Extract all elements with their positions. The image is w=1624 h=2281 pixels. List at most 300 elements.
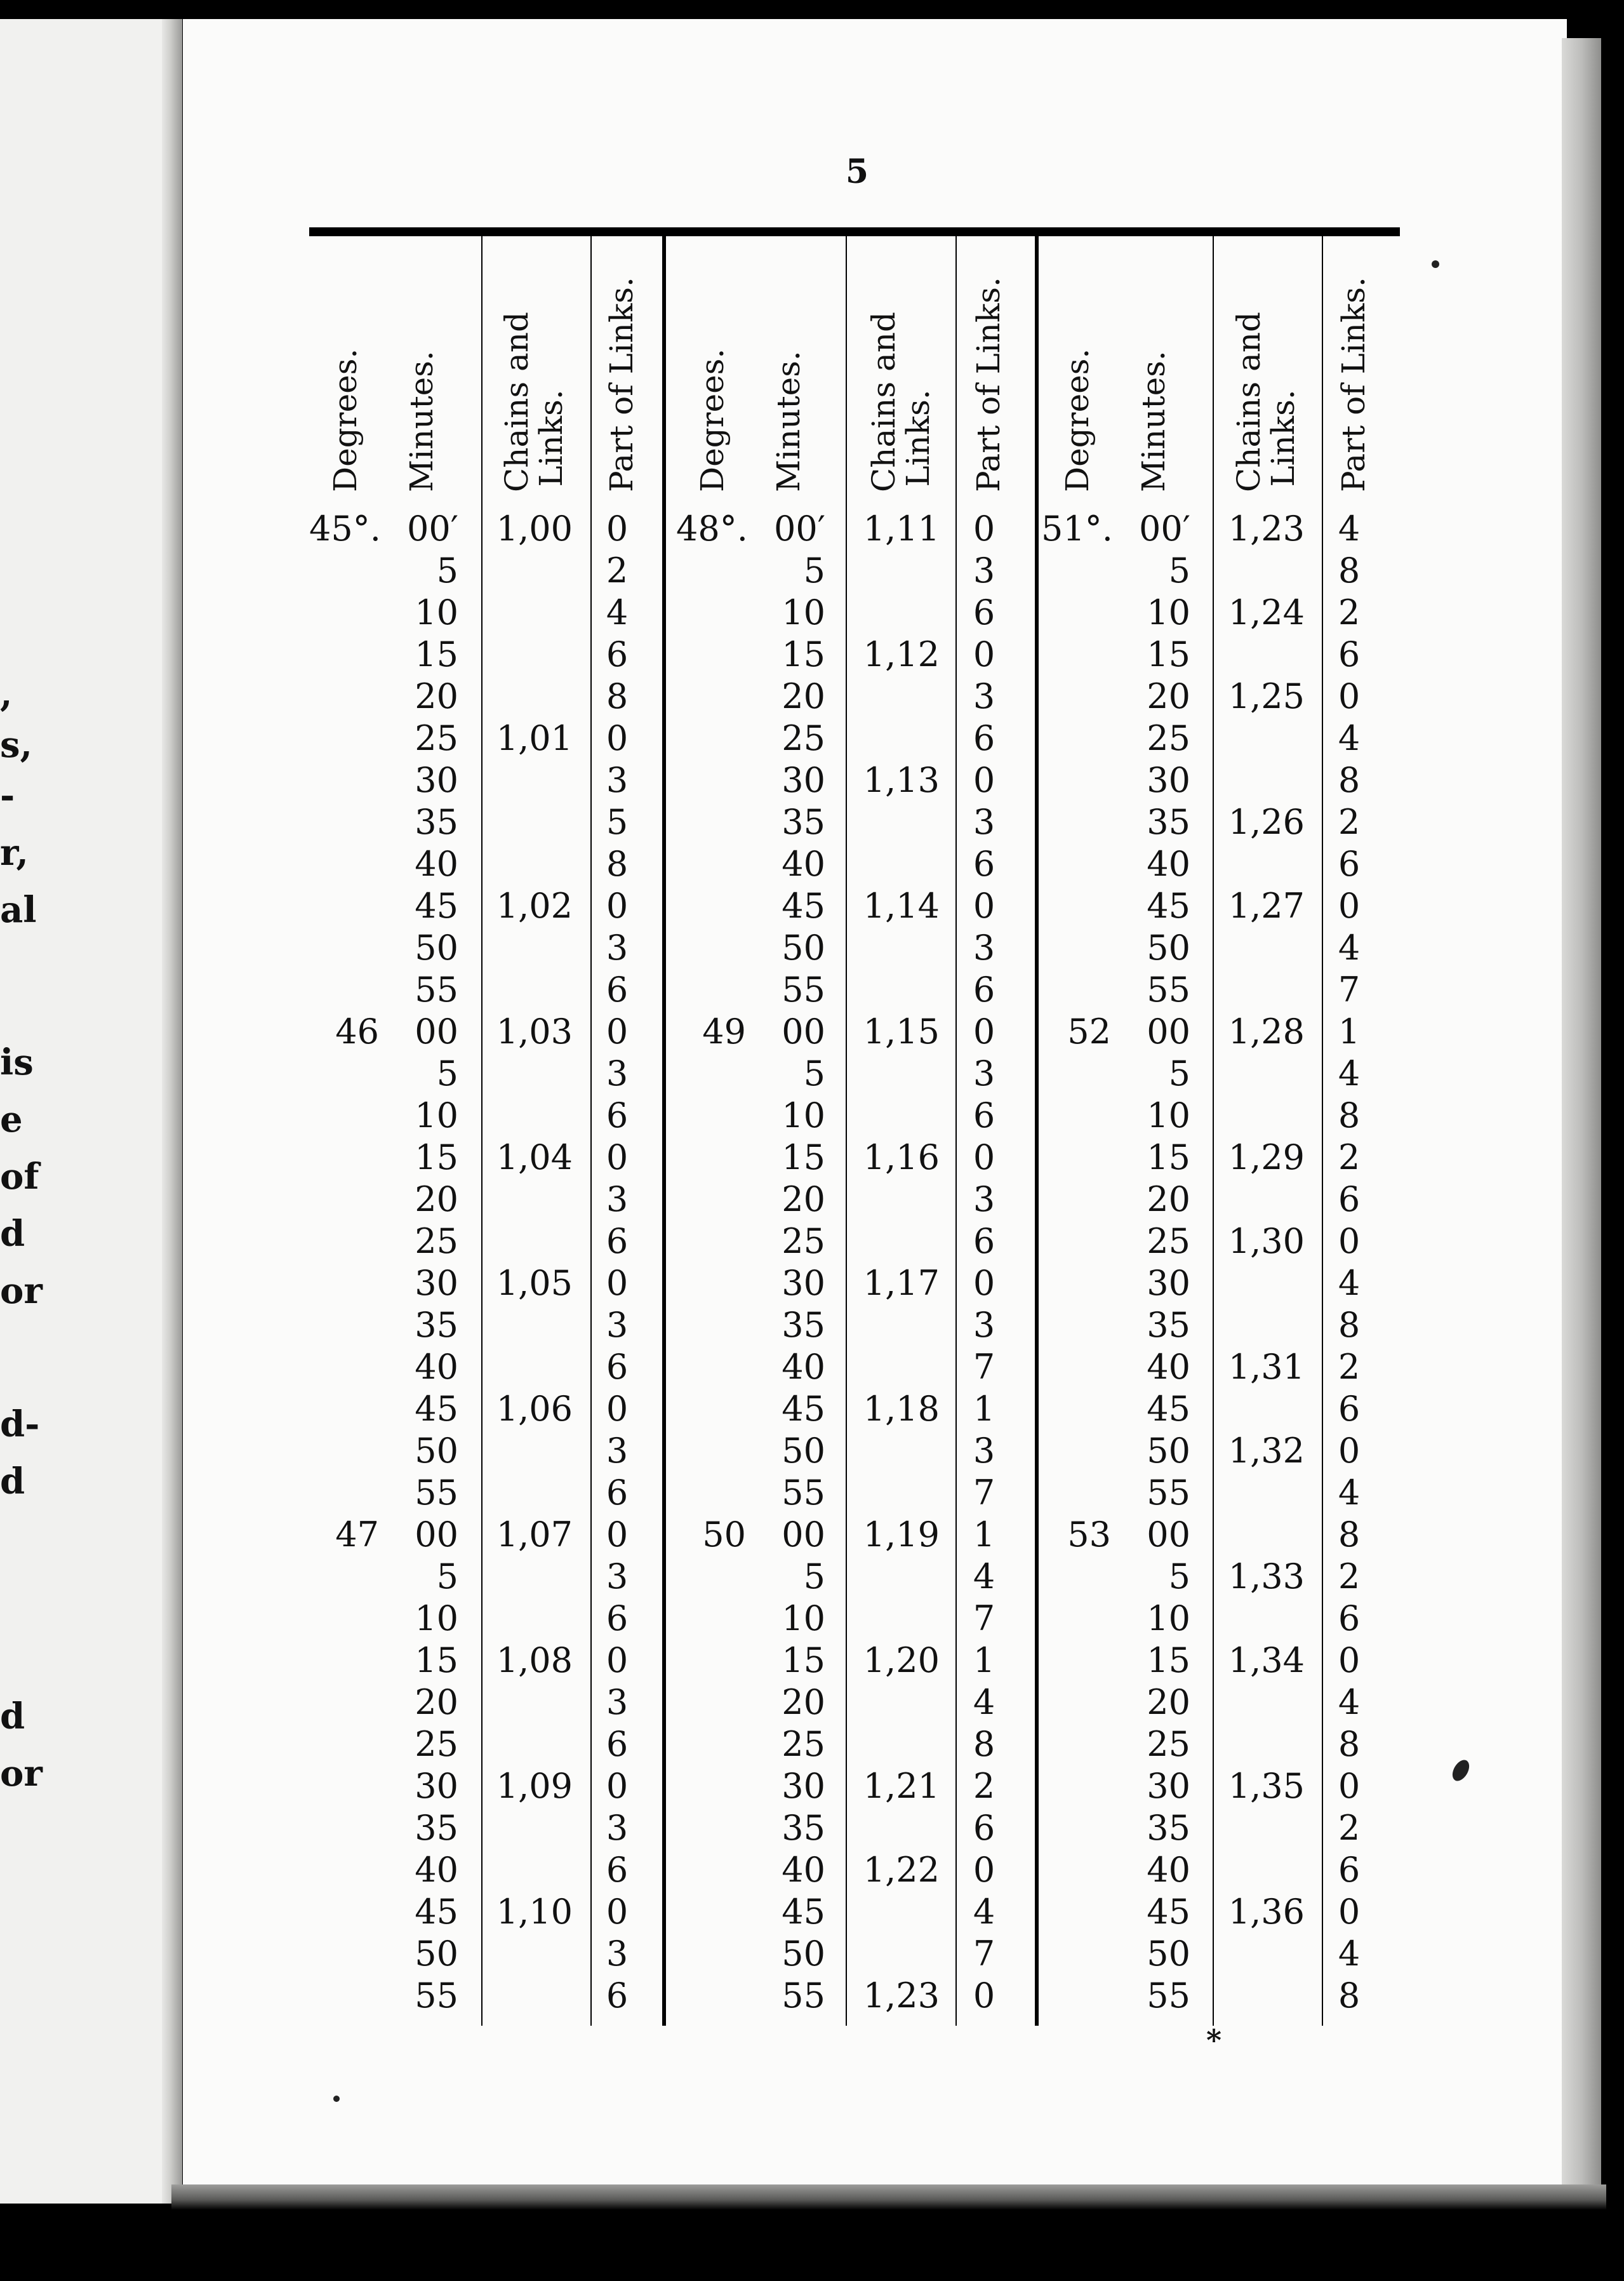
part-of-links-cell: 6 bbox=[1338, 844, 1361, 884]
minutes-cell: 25 bbox=[415, 718, 458, 758]
minutes-cell: 40 bbox=[415, 1347, 458, 1387]
chains-links-cell: 1,03 bbox=[496, 1012, 573, 1052]
facing-page-fragment: d- bbox=[0, 1403, 40, 1445]
part-of-links-cell: 2 bbox=[1338, 802, 1361, 842]
part-of-links-cell: 4 bbox=[973, 1682, 995, 1722]
minutes-cell: 25 bbox=[782, 1221, 825, 1261]
minutes-cell: 45 bbox=[1147, 1389, 1190, 1429]
part-of-links-cell: 0 bbox=[973, 760, 995, 800]
chains-header-line-1: Chains and bbox=[865, 311, 902, 492]
part-of-links-cell: 6 bbox=[973, 1808, 995, 1848]
minutes-cell: 30 bbox=[782, 1263, 825, 1303]
part-of-links-cell: 0 bbox=[1338, 886, 1361, 926]
part-of-links-cell: 6 bbox=[1338, 1389, 1361, 1429]
part-of-links-cell: 6 bbox=[606, 1221, 629, 1261]
part-of-links-cell: 3 bbox=[606, 760, 629, 800]
minutes-cell: 55 bbox=[782, 1976, 825, 2016]
degrees-header: Degrees. bbox=[327, 348, 364, 492]
chains-links-cell: 1,32 bbox=[1228, 1431, 1305, 1471]
minutes-cell: 10 bbox=[1147, 1095, 1190, 1135]
chains-links-cell: 1,14 bbox=[863, 886, 940, 926]
part-of-links-cell: 3 bbox=[973, 1054, 995, 1094]
minutes-cell: 00′ bbox=[774, 509, 825, 549]
minutes-cell: 5 bbox=[436, 1556, 458, 1596]
minutes-cell: 00′ bbox=[407, 509, 458, 549]
facing-page-fragment: al bbox=[0, 889, 37, 931]
chains-links-cell: 1,15 bbox=[863, 1012, 940, 1052]
minutes-header: Minutes. bbox=[770, 351, 807, 492]
chains-header-line-2: Links. bbox=[900, 389, 936, 487]
minutes-cell: 00 bbox=[1147, 1515, 1190, 1555]
minutes-cell: 10 bbox=[782, 1598, 825, 1638]
minutes-cell: 55 bbox=[782, 970, 825, 1010]
facing-page-fragment: r, bbox=[0, 832, 29, 874]
part-of-links-cell: 0 bbox=[973, 1137, 995, 1177]
minutes-cell: 5 bbox=[436, 551, 458, 591]
part-of-links-cell: 6 bbox=[606, 1976, 629, 2016]
part-of-links-cell: 2 bbox=[1338, 1137, 1361, 1177]
chains-links-cell: 1,19 bbox=[863, 1515, 940, 1555]
minutes-cell: 00 bbox=[415, 1515, 458, 1555]
facing-page-fragment: d bbox=[0, 1213, 25, 1255]
part-of-links-cell: 0 bbox=[606, 886, 629, 926]
footnote-mark: * bbox=[1206, 2023, 1222, 2057]
chains-links-cell: 1,35 bbox=[1228, 1766, 1305, 1806]
minutes-cell: 55 bbox=[1147, 970, 1190, 1010]
chains-header-line-1: Chains and bbox=[1230, 311, 1267, 492]
minutes-cell: 00 bbox=[782, 1012, 825, 1052]
minutes-cell: 25 bbox=[782, 718, 825, 758]
minutes-cell: 35 bbox=[782, 1305, 825, 1345]
part-of-links-cell: 6 bbox=[606, 634, 629, 674]
minutes-cell: 40 bbox=[1147, 1850, 1190, 1890]
minutes-cell: 20 bbox=[1147, 676, 1190, 716]
part-of-links-cell: 3 bbox=[606, 1934, 629, 1974]
facing-page-fragment: - bbox=[0, 775, 15, 817]
minutes-cell: 30 bbox=[415, 1263, 458, 1303]
minutes-cell: 40 bbox=[415, 1850, 458, 1890]
part-of-links-header: Part of Links. bbox=[970, 277, 1007, 492]
minutes-cell: 50 bbox=[1147, 1934, 1190, 1974]
minutes-cell: 40 bbox=[782, 844, 825, 884]
part-of-links-cell: 7 bbox=[1338, 970, 1361, 1010]
column-rule bbox=[662, 236, 666, 2026]
part-of-links-cell: 8 bbox=[606, 676, 629, 716]
degrees-cell: 49 bbox=[702, 1012, 746, 1052]
facing-page-fragment: d bbox=[0, 1696, 25, 1737]
part-of-links-cell: 0 bbox=[606, 509, 629, 549]
part-of-links-cell: 6 bbox=[606, 1473, 629, 1513]
part-of-links-cell: 0 bbox=[606, 1012, 629, 1052]
part-of-links-cell: 3 bbox=[973, 551, 995, 591]
table-top-rule bbox=[309, 227, 1400, 236]
chains-links-cell: 1,31 bbox=[1228, 1347, 1305, 1387]
part-of-links-cell: 8 bbox=[1338, 1724, 1361, 1764]
part-of-links-cell: 2 bbox=[606, 551, 629, 591]
minutes-cell: 50 bbox=[415, 1934, 458, 1974]
part-of-links-cell: 3 bbox=[606, 928, 629, 968]
minutes-cell: 10 bbox=[415, 592, 458, 632]
minutes-cell: 40 bbox=[1147, 844, 1190, 884]
minutes-cell: 40 bbox=[1147, 1347, 1190, 1387]
part-of-links-cell: 4 bbox=[973, 1556, 995, 1596]
part-of-links-cell: 3 bbox=[973, 928, 995, 968]
part-of-links-cell: 4 bbox=[1338, 1934, 1361, 1974]
part-of-links-cell: 0 bbox=[1338, 1640, 1361, 1680]
chains-links-cell: 1,29 bbox=[1228, 1137, 1305, 1177]
facing-page-fragment: is bbox=[0, 1041, 34, 1083]
part-of-links-cell: 6 bbox=[1338, 634, 1361, 674]
chains-links-cell: 1,02 bbox=[496, 886, 573, 926]
chains-header-line-2: Links. bbox=[1265, 389, 1301, 487]
part-of-links-cell: 6 bbox=[606, 1850, 629, 1890]
part-of-links-cell: 6 bbox=[606, 970, 629, 1010]
degrees-header: Degrees. bbox=[694, 348, 731, 492]
minutes-cell: 15 bbox=[415, 1640, 458, 1680]
scan-speck bbox=[1432, 260, 1439, 268]
part-of-links-cell: 4 bbox=[1338, 1263, 1361, 1303]
minutes-cell: 55 bbox=[782, 1473, 825, 1513]
minutes-cell: 20 bbox=[415, 1179, 458, 1219]
facing-page bbox=[0, 19, 181, 2204]
minutes-cell: 40 bbox=[782, 1347, 825, 1387]
minutes-cell: 15 bbox=[782, 634, 825, 674]
part-of-links-cell: 0 bbox=[606, 1389, 629, 1429]
minutes-cell: 25 bbox=[1147, 718, 1190, 758]
part-of-links-cell: 1 bbox=[1338, 1012, 1361, 1052]
scan-speck bbox=[333, 2096, 340, 2102]
part-of-links-cell: 3 bbox=[973, 676, 995, 716]
degrees-cell: 47 bbox=[335, 1515, 379, 1555]
minutes-cell: 55 bbox=[415, 1473, 458, 1513]
column-rule bbox=[481, 236, 483, 2026]
column-rule bbox=[590, 236, 592, 2026]
facing-page-fragment: e bbox=[0, 1099, 23, 1140]
facing-page-fragment: or bbox=[0, 1753, 43, 1795]
minutes-cell: 25 bbox=[782, 1724, 825, 1764]
minutes-cell: 35 bbox=[782, 802, 825, 842]
part-of-links-cell: 8 bbox=[1338, 1515, 1361, 1555]
part-of-links-cell: 0 bbox=[606, 1892, 629, 1932]
part-of-links-cell: 5 bbox=[606, 802, 629, 842]
facing-page-fragment: of bbox=[0, 1156, 39, 1198]
minutes-cell: 50 bbox=[782, 1934, 825, 1974]
degrees-cell: 53 bbox=[1067, 1515, 1111, 1555]
part-of-links-cell: 0 bbox=[1338, 1221, 1361, 1261]
minutes-cell: 45 bbox=[782, 1892, 825, 1932]
minutes-cell: 55 bbox=[1147, 1473, 1190, 1513]
part-of-links-cell: 2 bbox=[1338, 1556, 1361, 1596]
minutes-cell: 25 bbox=[1147, 1221, 1190, 1261]
part-of-links-cell: 4 bbox=[1338, 1054, 1361, 1094]
column-rule bbox=[846, 236, 847, 2026]
part-of-links-cell: 0 bbox=[1338, 676, 1361, 716]
minutes-cell: 10 bbox=[782, 1095, 825, 1135]
part-of-links-cell: 0 bbox=[606, 1263, 629, 1303]
minutes-cell: 25 bbox=[1147, 1724, 1190, 1764]
part-of-links-cell: 0 bbox=[973, 1263, 995, 1303]
part-of-links-cell: 2 bbox=[1338, 592, 1361, 632]
minutes-cell: 35 bbox=[1147, 1808, 1190, 1848]
part-of-links-cell: 0 bbox=[606, 718, 629, 758]
part-of-links-cell: 6 bbox=[606, 1724, 629, 1764]
part-of-links-cell: 3 bbox=[973, 802, 995, 842]
part-of-links-cell: 0 bbox=[973, 1976, 995, 2016]
chains-links-cell: 1,18 bbox=[863, 1389, 940, 1429]
minutes-cell: 45 bbox=[415, 886, 458, 926]
minutes-cell: 55 bbox=[415, 1976, 458, 2016]
facing-page-fragment: , bbox=[0, 673, 13, 715]
minutes-cell: 50 bbox=[415, 1431, 458, 1471]
minutes-cell: 15 bbox=[415, 634, 458, 674]
minutes-cell: 35 bbox=[782, 1808, 825, 1848]
part-of-links-cell: 6 bbox=[973, 592, 995, 632]
chains-links-cell: 1,06 bbox=[496, 1389, 573, 1429]
facing-page-fragment: s, bbox=[0, 724, 33, 766]
minutes-cell: 45 bbox=[1147, 886, 1190, 926]
minutes-cell: 25 bbox=[415, 1221, 458, 1261]
chains-links-cell: 1,21 bbox=[863, 1766, 940, 1806]
chains-links-cell: 1,12 bbox=[863, 634, 940, 674]
minutes-cell: 10 bbox=[415, 1095, 458, 1135]
minutes-cell: 50 bbox=[1147, 1431, 1190, 1471]
degrees-cell: 45°. bbox=[309, 509, 381, 549]
minutes-cell: 15 bbox=[1147, 1640, 1190, 1680]
part-of-links-cell: 7 bbox=[973, 1934, 995, 1974]
minutes-cell: 30 bbox=[782, 1766, 825, 1806]
minutes-cell: 55 bbox=[1147, 1976, 1190, 2016]
book-gutter bbox=[162, 19, 182, 2204]
minutes-cell: 30 bbox=[1147, 1766, 1190, 1806]
minutes-cell: 45 bbox=[415, 1892, 458, 1932]
part-of-links-cell: 8 bbox=[1338, 1976, 1361, 2016]
minutes-cell: 20 bbox=[782, 1682, 825, 1722]
page-bottom-edge bbox=[171, 2184, 1606, 2210]
part-of-links-cell: 3 bbox=[606, 1682, 629, 1722]
chains-links-cell: 1,24 bbox=[1228, 592, 1305, 632]
minutes-cell: 10 bbox=[1147, 592, 1190, 632]
part-of-links-cell: 6 bbox=[973, 718, 995, 758]
column-rule bbox=[955, 236, 957, 2026]
minutes-header: Minutes. bbox=[403, 351, 440, 492]
minutes-cell: 30 bbox=[782, 760, 825, 800]
chains-links-cell: 1,09 bbox=[496, 1766, 573, 1806]
chains-links-cell: 1,30 bbox=[1228, 1221, 1305, 1261]
minutes-cell: 15 bbox=[415, 1137, 458, 1177]
facing-page-text bbox=[0, 19, 43, 2204]
part-of-links-cell: 0 bbox=[606, 1137, 629, 1177]
part-of-links-cell: 3 bbox=[973, 1179, 995, 1219]
chains-links-cell: 1,34 bbox=[1228, 1640, 1305, 1680]
part-of-links-header: Part of Links. bbox=[603, 277, 640, 492]
minutes-cell: 00 bbox=[782, 1515, 825, 1555]
chains-links-cell: 1,01 bbox=[496, 718, 573, 758]
part-of-links-cell: 3 bbox=[606, 1305, 629, 1345]
minutes-cell: 5 bbox=[803, 551, 825, 591]
minutes-cell: 00′ bbox=[1139, 509, 1190, 549]
minutes-cell: 40 bbox=[782, 1850, 825, 1890]
chains-links-cell: 1,13 bbox=[863, 760, 940, 800]
minutes-cell: 20 bbox=[782, 676, 825, 716]
minutes-cell: 35 bbox=[1147, 1305, 1190, 1345]
minutes-cell: 50 bbox=[1147, 928, 1190, 968]
part-of-links-cell: 8 bbox=[973, 1724, 995, 1764]
minutes-cell: 30 bbox=[415, 760, 458, 800]
column-rule bbox=[1322, 236, 1323, 2026]
chains-links-cell: 1,25 bbox=[1228, 676, 1305, 716]
degrees-cell: 48°. bbox=[676, 509, 748, 549]
minutes-cell: 20 bbox=[1147, 1179, 1190, 1219]
part-of-links-cell: 6 bbox=[606, 1347, 629, 1387]
chains-links-cell: 1,27 bbox=[1228, 886, 1305, 926]
chains-links-cell: 1,05 bbox=[496, 1263, 573, 1303]
column-rule bbox=[1213, 236, 1214, 2026]
part-of-links-cell: 8 bbox=[1338, 760, 1361, 800]
minutes-cell: 5 bbox=[436, 1054, 458, 1094]
chains-links-cell: 1,11 bbox=[863, 509, 940, 549]
part-of-links-cell: 3 bbox=[606, 1556, 629, 1596]
minutes-cell: 15 bbox=[1147, 1137, 1190, 1177]
part-of-links-cell: 6 bbox=[973, 1221, 995, 1261]
minutes-cell: 45 bbox=[415, 1389, 458, 1429]
minutes-cell: 35 bbox=[415, 802, 458, 842]
facing-page-fragment: d bbox=[0, 1461, 25, 1502]
minutes-cell: 50 bbox=[782, 1431, 825, 1471]
part-of-links-header: Part of Links. bbox=[1335, 277, 1372, 492]
minutes-cell: 45 bbox=[1147, 1892, 1190, 1932]
part-of-links-cell: 3 bbox=[606, 1808, 629, 1848]
chains-links-cell: 1,23 bbox=[863, 1976, 940, 2016]
part-of-links-cell: 7 bbox=[973, 1473, 995, 1513]
minutes-cell: 5 bbox=[1168, 1054, 1190, 1094]
part-of-links-cell: 4 bbox=[1338, 1473, 1361, 1513]
degrees-cell: 50 bbox=[702, 1515, 746, 1555]
minutes-cell: 15 bbox=[782, 1137, 825, 1177]
part-of-links-cell: 2 bbox=[973, 1766, 995, 1806]
chains-links-cell: 1,00 bbox=[496, 509, 573, 549]
part-of-links-cell: 2 bbox=[1338, 1347, 1361, 1387]
minutes-cell: 35 bbox=[1147, 802, 1190, 842]
part-of-links-cell: 1 bbox=[973, 1515, 995, 1555]
part-of-links-cell: 6 bbox=[1338, 1850, 1361, 1890]
chains-links-cell: 1,33 bbox=[1228, 1556, 1305, 1596]
part-of-links-cell: 4 bbox=[1338, 928, 1361, 968]
part-of-links-cell: 3 bbox=[606, 1431, 629, 1471]
part-of-links-cell: 0 bbox=[973, 509, 995, 549]
part-of-links-cell: 6 bbox=[606, 1598, 629, 1638]
minutes-cell: 10 bbox=[415, 1598, 458, 1638]
minutes-cell: 10 bbox=[1147, 1598, 1190, 1638]
chains-links-cell: 1,26 bbox=[1228, 802, 1305, 842]
minutes-cell: 20 bbox=[415, 676, 458, 716]
part-of-links-cell: 3 bbox=[606, 1054, 629, 1094]
degrees-header: Degrees. bbox=[1059, 348, 1096, 492]
part-of-links-cell: 1 bbox=[973, 1389, 995, 1429]
part-of-links-cell: 1 bbox=[973, 1640, 995, 1680]
part-of-links-cell: 0 bbox=[606, 1515, 629, 1555]
part-of-links-cell: 8 bbox=[1338, 1305, 1361, 1345]
column-rule bbox=[1035, 236, 1039, 2026]
minutes-cell: 20 bbox=[782, 1179, 825, 1219]
part-of-links-cell: 3 bbox=[973, 1305, 995, 1345]
part-of-links-cell: 4 bbox=[1338, 1682, 1361, 1722]
minutes-cell: 15 bbox=[782, 1640, 825, 1680]
minutes-cell: 30 bbox=[415, 1766, 458, 1806]
part-of-links-cell: 7 bbox=[973, 1598, 995, 1638]
minutes-cell: 50 bbox=[415, 928, 458, 968]
minutes-cell: 20 bbox=[415, 1682, 458, 1722]
minutes-cell: 45 bbox=[782, 1389, 825, 1429]
part-of-links-cell: 0 bbox=[1338, 1431, 1361, 1471]
minutes-cell: 30 bbox=[1147, 760, 1190, 800]
chains-links-cell: 1,20 bbox=[863, 1640, 940, 1680]
chains-links-cell: 1,08 bbox=[496, 1640, 573, 1680]
chains-links-cell: 1,23 bbox=[1228, 509, 1305, 549]
minutes-cell: 45 bbox=[782, 886, 825, 926]
degrees-cell: 46 bbox=[335, 1012, 379, 1052]
part-of-links-cell: 0 bbox=[973, 886, 995, 926]
minutes-cell: 15 bbox=[1147, 634, 1190, 674]
degrees-cell: 52 bbox=[1067, 1012, 1111, 1052]
part-of-links-cell: 8 bbox=[1338, 551, 1361, 591]
part-of-links-cell: 0 bbox=[973, 1850, 995, 1890]
minutes-cell: 55 bbox=[415, 970, 458, 1010]
part-of-links-cell: 0 bbox=[606, 1766, 629, 1806]
minutes-cell: 20 bbox=[1147, 1682, 1190, 1722]
part-of-links-cell: 6 bbox=[606, 1095, 629, 1135]
minutes-header: Minutes. bbox=[1135, 351, 1172, 492]
chains-links-cell: 1,04 bbox=[496, 1137, 573, 1177]
part-of-links-cell: 6 bbox=[1338, 1598, 1361, 1638]
part-of-links-cell: 4 bbox=[1338, 509, 1361, 549]
minutes-cell: 5 bbox=[1168, 1556, 1190, 1596]
part-of-links-cell: 4 bbox=[973, 1892, 995, 1932]
chains-links-cell: 1,36 bbox=[1228, 1892, 1305, 1932]
part-of-links-cell: 2 bbox=[1338, 1808, 1361, 1848]
minutes-cell: 5 bbox=[803, 1556, 825, 1596]
part-of-links-cell: 0 bbox=[606, 1640, 629, 1680]
part-of-links-cell: 0 bbox=[973, 1012, 995, 1052]
chains-header-line-2: Links. bbox=[533, 389, 569, 487]
part-of-links-cell: 4 bbox=[1338, 718, 1361, 758]
part-of-links-cell: 8 bbox=[1338, 1095, 1361, 1135]
minutes-cell: 5 bbox=[1168, 551, 1190, 591]
part-of-links-cell: 6 bbox=[973, 1095, 995, 1135]
minutes-cell: 35 bbox=[415, 1808, 458, 1848]
minutes-cell: 30 bbox=[1147, 1263, 1190, 1303]
facing-page-fragment: or bbox=[0, 1270, 43, 1312]
page-number: 5 bbox=[845, 152, 869, 191]
degrees-cell: 51°. bbox=[1041, 509, 1113, 549]
part-of-links-cell: 7 bbox=[973, 1347, 995, 1387]
part-of-links-cell: 0 bbox=[1338, 1766, 1361, 1806]
part-of-links-cell: 4 bbox=[606, 592, 629, 632]
minutes-cell: 50 bbox=[782, 928, 825, 968]
minutes-cell: 00 bbox=[415, 1012, 458, 1052]
part-of-links-cell: 8 bbox=[606, 844, 629, 884]
part-of-links-cell: 0 bbox=[1338, 1892, 1361, 1932]
part-of-links-cell: 3 bbox=[973, 1431, 995, 1471]
chains-links-cell: 1,17 bbox=[863, 1263, 940, 1303]
minutes-cell: 40 bbox=[415, 844, 458, 884]
chains-links-cell: 1,22 bbox=[863, 1850, 940, 1890]
chains-header-line-1: Chains and bbox=[498, 311, 535, 492]
part-of-links-cell: 6 bbox=[973, 970, 995, 1010]
chains-links-cell: 1,07 bbox=[496, 1515, 573, 1555]
minutes-cell: 10 bbox=[782, 592, 825, 632]
part-of-links-cell: 0 bbox=[973, 634, 995, 674]
minutes-cell: 00 bbox=[1147, 1012, 1190, 1052]
